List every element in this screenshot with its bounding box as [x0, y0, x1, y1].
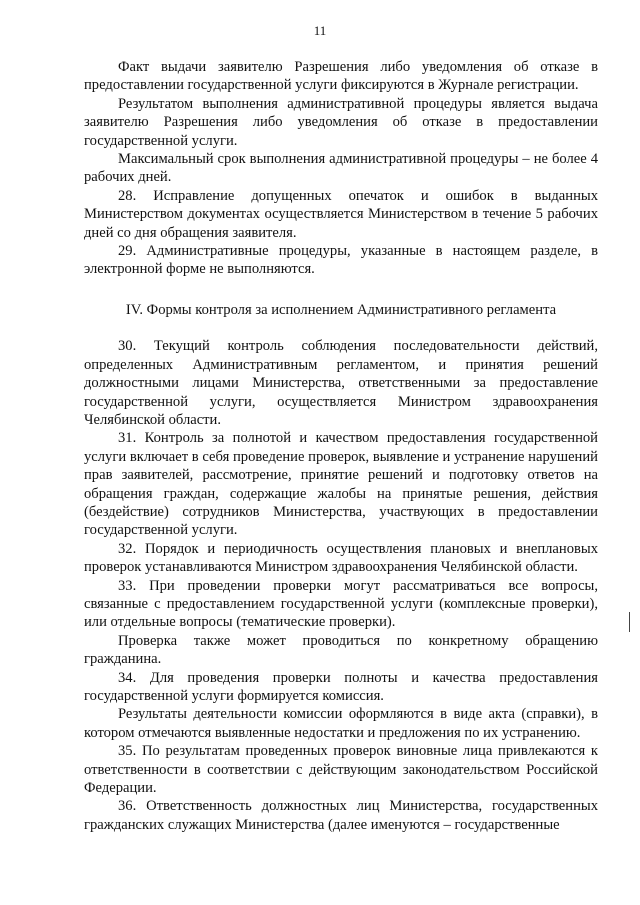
- paragraph: Результаты деятельности комиссии оформляются в виде акта (справки), в котором отмечаются выявленные недостатки и предложения по их устранению.: [84, 706, 598, 741]
- paragraph: Результатом выполнения административной процедуры является выдача заявителю Разрешения либо уведомления об отказе в предоставлении государственной услуги.: [84, 95, 598, 149]
- scan-edge-mark: [629, 612, 630, 632]
- section-heading: IV. Формы контроля за исполнением Административного регламента: [125, 301, 557, 318]
- paragraph-item-31: 31. Контроль за полнотой и качеством предоставления государственной услуги включает в себя проведение проверок, выявление и устранение нарушений прав заявителей, рассмотрение, принятие решений и подготовку ответов на обращения граждан, содержащие жалобы на принятые решения, действия (бездействие) сотрудников Министерства, участвующих в предоставлении государственной услуги.: [84, 430, 598, 539]
- paragraph-item-35: 35. По результатам проведенных проверок виновные лица привлекаются к ответственности в соответствии с действующим законодательством Российской Федерации.: [84, 743, 598, 797]
- paragraph: Проверка также может проводиться по конкретному обращению гражданина.: [84, 632, 598, 668]
- paragraph-item-34: 34. Для проведения проверки полноты и качества предоставления государственной услуги формируется комиссия.: [84, 669, 598, 704]
- page-number: 11: [313, 23, 327, 38]
- paragraph-item-29: 29. Административные процедуры, указанные в настоящем разделе, в электронной форме не выполняются.: [84, 243, 598, 278]
- paragraph-item-28: 28. Исправление допущенных опечаток и ошибок в выданных Министерством документах осуществляется Министерством в течение 5 рабочих дней со дня обращения заявителя.: [84, 187, 598, 241]
- document-body: [84, 58, 598, 834]
- paragraph-item-30: 30. Текущий контроль соблюдения последовательности действий, определенных Административным регламентом, и принятия решений должностными лицами Министерства, ответственными за предоставление государственной услуги, осуществляется Министром здравоохранения Челябинской области.: [84, 338, 598, 428]
- paragraph: Факт выдачи заявителю Разрешения либо уведомления об отказе в предоставлении государственной услуги фиксируются в Журнале регистрации.: [84, 59, 598, 94]
- paragraph-item-36: 36. Ответственность должностных лиц Министерства, государственных гражданских служащих Министерства (далее именуются – государственные: [84, 798, 598, 833]
- paragraph-item-33: 33. При проведении проверки могут рассматриваться все вопросы, связанные с предоставлением государственной услуги (комплексные проверки), или отдельные вопросы (тематические проверки).: [84, 577, 598, 631]
- paragraph-item-32: 32. Порядок и периодичность осуществления плановых и внеплановых проверок устанавливаются Министром здравоохранения Челябинской области.: [84, 540, 598, 576]
- paragraph: Максимальный срок выполнения административной процедуры – не более 4 рабочих дней.: [84, 151, 598, 186]
